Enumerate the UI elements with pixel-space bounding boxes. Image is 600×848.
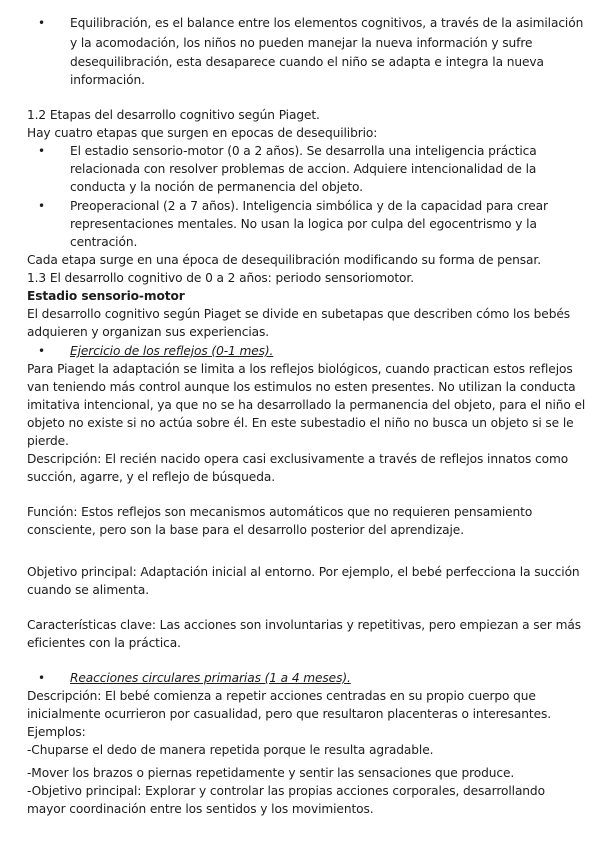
section-1-2-intro: Hay cuatro etapas que surgen en epocas de desequilibrio: xyxy=(27,126,378,140)
substage-1-title: Ejercicio de los reflejos (0-1 mes). xyxy=(70,344,274,358)
substage-2-objetivo: -Objetivo principal: Explorar y controlar las propias acciones corporales, desarrollando xyxy=(27,784,545,798)
section-1-2-heading: 1.2 Etapas del desarrollo cognitivo según Piaget. xyxy=(27,108,320,122)
intro-bullet-line: información. xyxy=(70,73,145,87)
substage-2-title: Reacciones circulares primarias (1 a 4 meses). xyxy=(70,671,351,685)
substage-1-funcion: Función: Estos reflejos son mecanismos automáticos que no requieren pensamiento xyxy=(27,505,533,519)
substage-2-descripcion: inicialmente ocurrieron por casualidad, pero que resultaron placenteras o interesantes. xyxy=(27,707,551,721)
substage-1-paragraph: van teniendo más control aunque los estimulos no esten presentes. No utilizan la conducta xyxy=(27,380,576,394)
substage-1-funcion: consciente, pero son la base para el desarrollo posterior del aprendizaje. xyxy=(27,523,464,537)
substage-1-objetivo: cuando se alimenta. xyxy=(27,583,149,597)
substage-1-paragraph: objeto no existe si no actúa sobre él. En este subestadio el niño no busca un objeto si se le xyxy=(27,416,574,430)
substage-1-descripcion: succión, agarre, y el reflejo de búsqueda. xyxy=(27,470,275,484)
section-1-2-closing: Cada etapa surge en una época de desequilibración modificando su forma de pensar. xyxy=(27,253,541,267)
substage-2-ejemplo: -Mover los brazos o piernas repetidamente y sentir las sensaciones que produce. xyxy=(27,766,515,780)
bullet-marker: • xyxy=(38,671,46,685)
stage-bullet-line: El estadio sensorio-motor (0 a 2 años). Se desarrolla una inteligencia práctica xyxy=(70,144,537,158)
intro-bullet-line: Equilibración, es el balance entre los elementos cognitivos, a través de la asimilación xyxy=(70,16,584,30)
stage-bullet-line: centración. xyxy=(70,235,138,249)
substage-1-paragraph: pierde. xyxy=(27,434,69,448)
section-1-3-intro: adquieren y organizan sus experiencias. xyxy=(27,325,270,339)
stage-bullet-line: conducta y la noción de permanencia del objeto. xyxy=(70,180,363,194)
intro-bullet-line: desequilibración, esta desaparece cuando el niño se adapta e integra la nueva xyxy=(70,55,544,69)
stage-subheading: Estadio sensorio-motor xyxy=(27,289,185,303)
section-1-3-heading: 1.3 El desarrollo cognitivo de 0 a 2 años: periodo sensoriomotor. xyxy=(27,271,414,285)
stage-bullet-line: Preoperacional (2 a 7 años). Inteligencia simbólica y de la capacidad para crear xyxy=(70,199,548,213)
substage-2-ejemplos-label: Ejemplos: xyxy=(27,725,86,739)
substage-2-descripcion: Descripción: El bebé comienza a repetir acciones centradas en su propio cuerpo que xyxy=(27,689,536,703)
substage-1-descripcion: Descripción: El recién nacido opera casi exclusivamente a través de reflejos innatos como xyxy=(27,452,569,466)
bullet-marker: • xyxy=(38,344,46,358)
substage-1-paragraph: imitativa intencional, ya que no se ha desarrollado la permanencia del objeto, para el niño el xyxy=(27,398,586,412)
bullet-marker: • xyxy=(38,199,46,213)
substage-2-ejemplo: -Chuparse el dedo de manera repetida porque le resulta agradable. xyxy=(27,743,434,757)
substage-1-objetivo: Objetivo principal: Adaptación inicial al entorno. Por ejemplo, el bebé perfecciona la succión xyxy=(27,565,580,579)
stage-bullet-line: relacionada con resolver problemas de accion. Adquiere intencionalidad de la xyxy=(70,162,537,176)
substage-1-caracteristicas: Características clave: Las acciones son involuntarias y repetitivas, pero empiezan a ser más xyxy=(27,618,581,632)
stage-bullet-line: representaciones mentales. No usan la logica por culpa del egocentrismo y la xyxy=(70,217,537,231)
bullet-marker: • xyxy=(38,16,46,30)
substage-1-paragraph: Para Piaget la adaptación se limita a los reflejos biológicos, cuando practican estos reflejos xyxy=(27,362,573,376)
section-1-3-intro: El desarrollo cognitivo según Piaget se divide en subetapas que describen cómo los bebés xyxy=(27,307,570,321)
substage-2-objetivo: mayor coordinación entre los sentidos y los movimientos. xyxy=(27,802,374,816)
substage-1-caracteristicas: eficientes con la práctica. xyxy=(27,636,181,650)
intro-bullet-line: y la acomodación, los niños no pueden manejar la nueva información y sufre xyxy=(70,36,533,50)
bullet-marker: • xyxy=(38,144,46,158)
